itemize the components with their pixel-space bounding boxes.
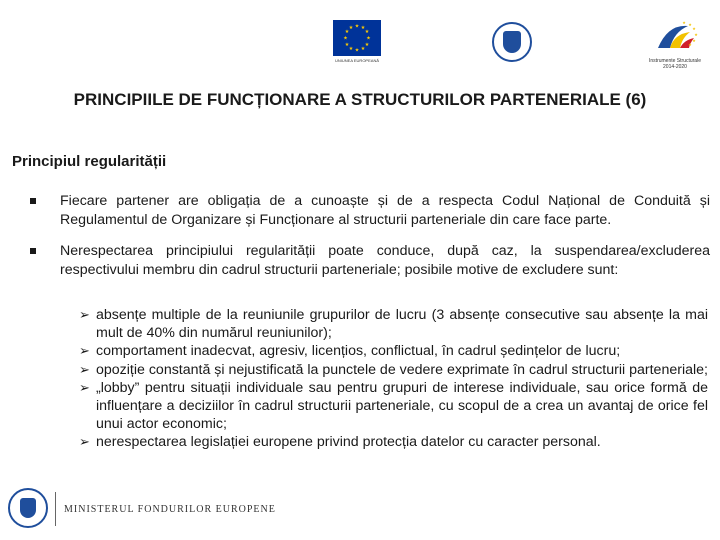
svg-text:★: ★ (354, 47, 360, 54)
svg-text:★: ★ (360, 25, 366, 31)
sub-bullet-text: opoziție constantă și nejustificată la punctele de vedere exprimate în cadrul structurii parteneriale; (96, 361, 708, 378)
is-caption-line1: Instrumente Structurale (649, 58, 701, 64)
sub-bullet-text: comportament inadecvat, agresiv, licențios, conflictual, în cadrul ședințelor de lucru; (96, 343, 621, 360)
section-heading: Principiul regularității (12, 153, 167, 170)
svg-text:★: ★ (694, 32, 698, 37)
arrow-bullet-icon: ➢ (79, 434, 90, 450)
arrow-bullet-icon: ➢ (79, 307, 90, 322)
footer-government-seal (8, 488, 48, 528)
coat-of-arms-icon (20, 498, 36, 518)
arrow-bullet-icon: ➢ (79, 343, 90, 359)
svg-text:★: ★ (688, 42, 692, 47)
sub-bullet-item (79, 379, 708, 434)
svg-text:★: ★ (354, 23, 360, 30)
eu-caption: UNIUNEA EUROPEANĂ (334, 58, 379, 63)
square-bullet-icon (30, 198, 36, 204)
svg-text:★: ★ (364, 29, 370, 35)
square-bullet-icon (30, 248, 36, 254)
header-logos (0, 0, 720, 78)
bullet-text: Fiecare partener are obligația de a cunoaște și de a respecta Codul Național de Conduită și Regulamentul de Organizare și Funcționare al structurii parteneriale din care face parte. (60, 193, 710, 228)
structural-instruments-icon (644, 18, 708, 58)
bullet-item (30, 242, 710, 280)
sub-bullet-text: absențe multiple de la reuniunile grupurilor de lucru (3 absențe consecutive sau absențe la mai mult de 40% din numărul reuniunilor); (96, 307, 708, 342)
bullet-list (30, 192, 710, 292)
is-caption-line2: 2014-2020 (663, 64, 687, 70)
svg-text:★: ★ (343, 35, 348, 42)
eu-stars-icon (333, 20, 381, 56)
svg-text:★: ★ (360, 46, 366, 52)
footer-divider (55, 492, 56, 526)
sub-bullet-item (79, 361, 708, 379)
sub-bullet-item (79, 306, 708, 342)
svg-text:★: ★ (692, 38, 696, 43)
arrow-bullet-icon: ➢ (79, 379, 90, 395)
coat-of-arms-icon (503, 31, 521, 53)
svg-text:★: ★ (364, 42, 370, 48)
svg-text:★: ★ (692, 26, 696, 31)
svg-text:★: ★ (682, 20, 686, 25)
slide-title: PRINCIPIILE DE FUNCȚIONARE A STRUCTURILOR PARTENERIALE (6) (73, 90, 647, 109)
sub-bullet-item (79, 433, 708, 451)
svg-text:★: ★ (348, 46, 354, 52)
sub-bullet-text: „lobby” pentru situații individuale sau pentru grupuri de interese individuale, sau orice formă de influențare a deciziilor în cadrul structurii parteneriale, cu scopul de a crea un avantaj de orice fel unui actor economic; (96, 379, 708, 433)
romanian-government-seal (492, 22, 532, 62)
ministry-name: MINISTERUL FONDURILOR EUROPENE (64, 504, 276, 515)
svg-text:★: ★ (348, 25, 354, 31)
svg-text:★: ★ (344, 29, 350, 35)
sub-bullet-list (79, 306, 708, 452)
structural-instruments-caption (640, 58, 710, 70)
bullet-text: Nerespectarea principiului regularității poate conduce, după caz, la suspendarea/excluderea respectivului membru din cadrul structurii parteneriale; posibile motive de excludere sunt: (60, 243, 710, 278)
sub-bullet-item (79, 342, 708, 360)
svg-text:★: ★ (344, 42, 350, 48)
svg-text:★: ★ (366, 35, 371, 42)
eu-flag-logo (333, 20, 381, 56)
arrow-bullet-icon: ➢ (79, 361, 90, 377)
sub-bullet-text: nerespectarea legislației europene privind protecția datelor cu caracter personal. (96, 434, 601, 451)
svg-text:★: ★ (688, 22, 692, 27)
bullet-item (30, 192, 710, 230)
